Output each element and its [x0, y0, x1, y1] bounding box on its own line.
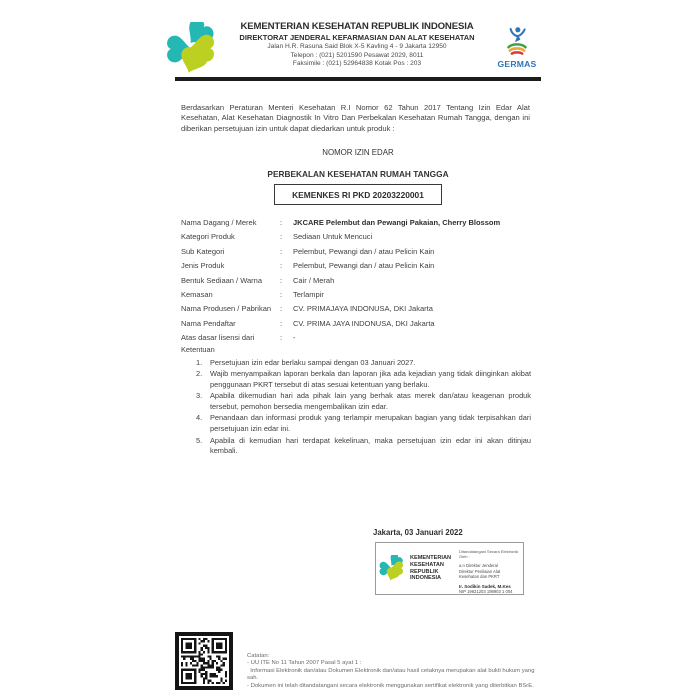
detail-row — [181, 290, 533, 304]
germas-figure-icon — [497, 26, 537, 60]
detail-value: CV. PRIMAJAYA INDONUSA, DKI Jakarta — [293, 304, 433, 314]
registration-number: KEMENKES RI PKD 20203220001 — [274, 184, 442, 205]
detail-row — [181, 304, 533, 318]
notes-list — [247, 660, 535, 690]
term-item — [181, 436, 531, 457]
term-item — [181, 358, 531, 369]
detail-value: CV. PRIMA JAYA INDONUSA, DKI Jakarta — [293, 318, 435, 328]
office-address: Jalan H.R. Rasuna Said Blok X-5 Kavling 4 - 9 Jakarta 12950 — [267, 43, 447, 51]
detail-label: Jenis Produk — [181, 261, 225, 271]
detail-label: Bentuk Sediaan / Warna — [181, 275, 263, 285]
term-number: 5. — [196, 435, 203, 445]
intro-paragraph: Berdasarkan Peraturan Menteri Kesehatan R.I Nomor 62 Tahun 2017 Tentang Izin Edar Alat Kesehatan, Alat Kesehatan Diagnostik In Vitro Dan Perbekalan Kesehatan Rumah Tangga, dengan ini diberikan persetujuan izin untuk dapat diedarkan untuk produk : — [181, 103, 530, 133]
detail-colon — [280, 261, 293, 270]
note-line: - Dokumen ini telah ditandatangani secara elektronik menggunakan sertifikat elektronik yang diterbitkan BSrE. — [247, 682, 534, 689]
directorate-name: DIREKTORAT JENDERAL KEFARMASIAN DAN ALAT KESEHATAN — [239, 33, 475, 42]
detail-value: Terlampir — [293, 289, 324, 299]
detail-colon — [280, 247, 293, 256]
detail-value: JKCARE Pelembut dan Pewangi Pakaian, Cherry Blossom — [293, 218, 501, 227]
category-heading: PERBEKALAN KESEHATAN RUMAH TANGGA — [267, 169, 449, 179]
term-text: Persetujuan izin edar berlaku sampai dengan 03 Januari 2027. — [210, 357, 416, 367]
detail-row — [181, 247, 533, 261]
detail-label: Sub Kategori — [181, 246, 225, 256]
detail-value: - — [293, 333, 296, 343]
detail-row — [181, 319, 533, 333]
signer-nip: NIP 19621203 198903 1 004 — [459, 589, 513, 594]
detail-colon — [280, 232, 293, 241]
terms-section — [181, 345, 531, 458]
note-line: - UU ITE No 11 Tahun 2007 Pasal 5 ayat 1 : — [247, 660, 362, 667]
esign-note: Ditandatangani Secara Elektronik Oleh : — [459, 549, 519, 559]
place-and-date: Jakarta, 03 Januari 2022 — [373, 528, 463, 537]
note-line: Informasi Elektronik dan/atau Dokumen Elektronik dan/atau hasil cetaknya merupakan alat bukti hukum yang sah. — [247, 667, 537, 682]
germas-logo — [490, 26, 544, 69]
kemenkes-stamp-logo-icon — [379, 555, 408, 582]
germas-label: GERMAS — [497, 59, 537, 69]
footer-notes — [247, 653, 535, 690]
on-behalf-of: a.n Direktur Jenderal — [459, 563, 498, 568]
terms-heading: Ketentuan — [181, 345, 215, 354]
notes-heading: Catatan: — [247, 653, 270, 659]
detail-colon — [280, 290, 293, 299]
terms-list — [181, 358, 531, 457]
term-text: Apabila dikemudian hari ada pihak lain yang berhak atas merek dan/atau keagenan produk tersebut, pemohon bersedia mengembalikan izin edar. — [210, 391, 531, 411]
term-number: 3. — [196, 391, 203, 401]
term-text: Wajib menyampaikan laporan berkala dan laporan jika ada kejadian yang tidak diinginkan akibat penggunaan PKRT tersebut di atas sesuai ketentuan yang berlaku. — [210, 369, 531, 389]
signature-details — [459, 545, 520, 592]
term-text: Penandaan dan informasi produk yang terlampir merupakan bagian yang tidak terpisahkan dari persetujuan izin edar ini. — [210, 413, 531, 434]
detail-label: Nama Pendaftar — [181, 318, 236, 328]
detail-colon — [280, 218, 293, 227]
detail-colon — [280, 333, 293, 342]
term-text: Apabila di kemudian hari terdapat kekeliruan, maka persetujuan izin edar ini akan ditinjau kembali. — [210, 435, 531, 456]
nomor-izin-edar-heading: NOMOR IZIN EDAR — [322, 148, 394, 157]
letterhead-divider — [175, 77, 541, 81]
detail-value: Cair / Merah — [293, 275, 335, 285]
qr-code — [175, 632, 233, 690]
office-phone: Telepon : (021) 5201590 Pesawat 2029, 8011 — [290, 51, 424, 59]
detail-label: Kemasan — [181, 289, 213, 299]
detail-row — [181, 276, 533, 290]
letterhead — [166, 18, 544, 76]
detail-label: Nama Dagang / Merek — [181, 218, 257, 227]
letterhead-text — [224, 18, 490, 67]
detail-colon — [280, 319, 293, 328]
kemenkes-logo-icon — [166, 22, 224, 76]
signer-name: Ir. Sodikin Sadek, M.Kes — [459, 583, 511, 589]
registration-number-box — [175, 184, 541, 205]
detail-row — [181, 261, 533, 275]
detail-value: Pelembut, Pewangi dan / atau Pelicin Kain — [293, 246, 435, 256]
stamp-ministry-name: KEMENTERIAN KESEHATAN REPUBLIK INDONESIA — [410, 555, 452, 582]
signer-position: Direktur Penilaian Alat Kesehatan dan PKRT — [459, 569, 501, 579]
detail-value: Pelembut, Pewangi dan / atau Pelicin Kain — [293, 261, 435, 271]
term-item — [181, 413, 531, 434]
term-number: 4. — [196, 413, 203, 423]
term-item — [181, 391, 531, 412]
detail-label: Kategori Produk — [181, 232, 235, 242]
detail-value: Sediaan Untuk Mencuci — [293, 232, 373, 242]
detail-colon — [280, 276, 293, 285]
ministry-name: KEMENTERIAN KESEHATAN REPUBLIK INDONESIA — [240, 21, 474, 32]
product-details — [181, 218, 533, 348]
detail-colon — [280, 304, 293, 313]
detail-label: Nama Produsen / Pabrikan — [181, 304, 272, 314]
detail-label: Atas dasar lisensi dari — [181, 333, 255, 343]
term-item — [181, 369, 531, 390]
electronic-signature-stamp — [375, 542, 524, 595]
detail-row — [181, 232, 533, 246]
term-number: 1. — [196, 357, 203, 367]
term-number: 2. — [196, 369, 203, 379]
detail-row — [181, 218, 533, 232]
office-fax: Faksimile : (021) 52964838 Kotak Pos : 203 — [292, 60, 422, 68]
